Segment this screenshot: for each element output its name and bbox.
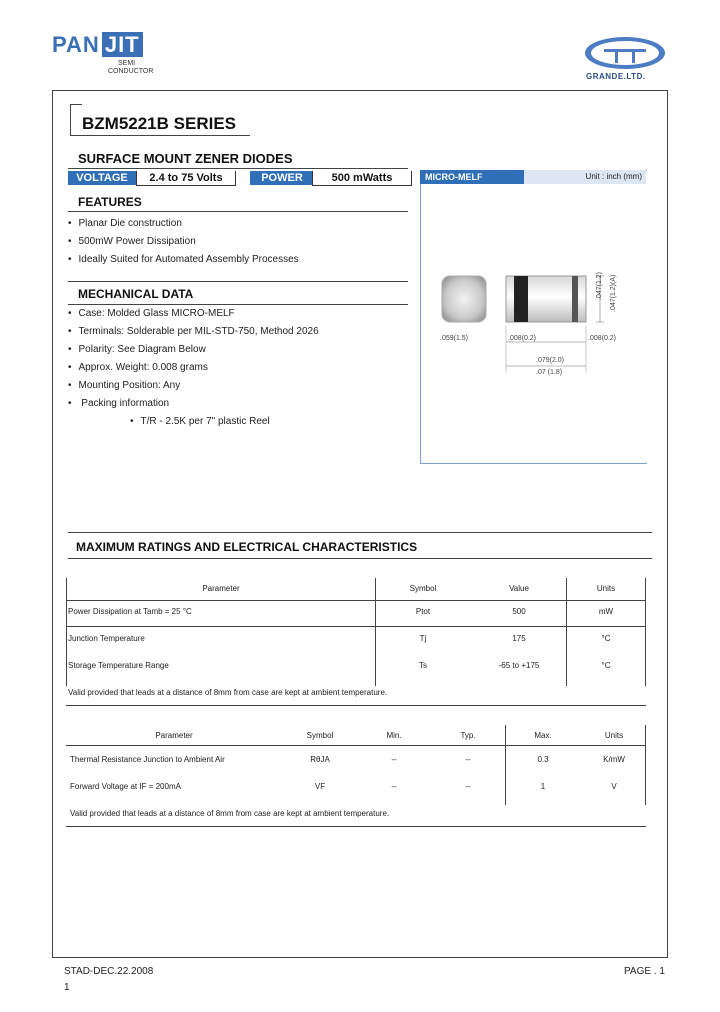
package-unit: Unit : inch (mm) bbox=[524, 170, 646, 184]
table1-cell: Junction Temperature bbox=[68, 634, 145, 643]
table2-cell: 0.3 bbox=[537, 755, 549, 764]
table2-cell: -- bbox=[465, 782, 471, 791]
right-border bbox=[667, 90, 668, 958]
table1-bottom-rule bbox=[66, 705, 646, 706]
table2-cell: -- bbox=[465, 755, 471, 764]
table2-header-units: Units bbox=[604, 731, 624, 740]
product-title-rule bbox=[68, 168, 408, 169]
table1-cell: °C bbox=[601, 634, 611, 643]
feature-item: • Ideally Suited for Automated Assembly Processes bbox=[68, 254, 299, 265]
table2-cell: Forward Voltage at IF = 200mA bbox=[70, 782, 181, 791]
dim-end-diameter: .059(1.5) bbox=[440, 335, 469, 342]
dim-length-max: .079(2.0) bbox=[536, 357, 565, 364]
dim-height-alt: .047(1.2)(A) bbox=[610, 274, 617, 312]
page-number: 1 bbox=[64, 982, 70, 993]
doc-code: STAD-DEC.22.2008 bbox=[64, 966, 154, 977]
table1-header-rule bbox=[66, 600, 646, 601]
dim-band-right: .008(0.2) bbox=[588, 335, 617, 342]
table2-cell: -- bbox=[391, 782, 397, 791]
table1-cell: 175 bbox=[512, 634, 526, 643]
table2-cell: 1 bbox=[540, 782, 546, 791]
mechanical-rule bbox=[68, 304, 408, 305]
mechanical-item: • Packing information bbox=[68, 398, 169, 409]
title-bracket-bottom bbox=[70, 135, 250, 136]
table2-header-rule bbox=[66, 745, 646, 746]
voltage-label: VOLTAGE bbox=[68, 171, 136, 185]
power-value: 500 mWatts bbox=[312, 171, 412, 186]
title-bracket-left bbox=[70, 104, 71, 136]
feature-item: • 500mW Power Dissipation bbox=[68, 236, 196, 247]
features-heading: FEATURES bbox=[78, 195, 142, 209]
voltage-value: 2.4 to 75 Volts bbox=[136, 171, 236, 186]
table1-cell: -65 to +175 bbox=[498, 661, 540, 670]
brand-sub-line1: SEMI bbox=[118, 60, 136, 67]
table1-cell: mW bbox=[598, 607, 614, 616]
brand-subtitle bbox=[108, 60, 153, 76]
ratings-title: MAXIMUM RATINGS AND ELECTRICAL CHARACTERISTICS bbox=[76, 540, 418, 554]
footer-rule bbox=[52, 957, 668, 958]
table1-cell: °C bbox=[601, 661, 611, 670]
series-title: BZM5221B SERIES bbox=[82, 114, 236, 133]
features-rule bbox=[68, 211, 408, 212]
table1-header-symbol: Symbol bbox=[409, 584, 437, 593]
grande-logo-icon bbox=[584, 36, 666, 70]
table2-header-typ: Typ. bbox=[460, 731, 476, 740]
brand-sub-line2: CONDUCTOR bbox=[108, 68, 154, 75]
ratings-top-rule bbox=[68, 532, 652, 533]
package-name: MICRO-MELF bbox=[420, 170, 524, 184]
table2-header-min: Min. bbox=[386, 731, 402, 740]
dim-band-left: .008(0.2) bbox=[508, 335, 537, 342]
mechanical-top-rule bbox=[68, 281, 408, 282]
dim-length-min: .07 (1.8) bbox=[536, 369, 563, 376]
title-bracket-top bbox=[70, 104, 82, 105]
table2-cell: Thermal Resistance Junction to Ambient Air bbox=[70, 755, 225, 764]
mechanical-heading: MECHANICAL DATA bbox=[78, 287, 194, 301]
table2-cell: RθJA bbox=[310, 755, 330, 764]
table2-cell: VF bbox=[314, 782, 326, 791]
table2-note: Valid provided that leads at a distance of 8mm from case are kept at ambient temperature. bbox=[70, 809, 390, 818]
table1-cell: Ptot bbox=[415, 607, 431, 616]
table1-header-units: Units bbox=[596, 584, 616, 593]
mechanical-item: • Terminals: Solderable per MIL-STD-750, Method 2026 bbox=[68, 326, 319, 337]
table1-header-parameter: Parameter bbox=[202, 584, 240, 593]
table2-cell: K/mW bbox=[603, 755, 625, 764]
table2-cell: V bbox=[611, 782, 617, 791]
table1-cell: Power Dissipation at Tamb = 25 °C bbox=[68, 607, 192, 616]
table1-row-rule bbox=[66, 626, 646, 627]
mechanical-item: • Case: Molded Glass MICRO-MELF bbox=[68, 308, 235, 319]
page-label: PAGE . 1 bbox=[624, 966, 665, 977]
table2-bottom-rule bbox=[66, 826, 646, 827]
mechanical-item: • Approx. Weight: 0.008 grams bbox=[68, 362, 208, 373]
dim-height: .047(1.2) bbox=[596, 271, 603, 300]
table1-cell: Ts bbox=[419, 661, 427, 670]
brand-prefix: PAN bbox=[52, 32, 100, 57]
product-title: SURFACE MOUNT ZENER DIODES bbox=[78, 151, 293, 166]
left-border bbox=[52, 90, 53, 958]
table2-header-symbol: Symbol bbox=[306, 731, 334, 740]
table1-left-border bbox=[66, 578, 67, 686]
mechanical-item: • Polarity: See Diagram Below bbox=[68, 344, 206, 355]
table1-cell: Storage Temperature Range bbox=[68, 661, 169, 670]
packing-detail-text: T/R - 2.5K per 7" plastic Reel bbox=[140, 416, 270, 427]
panjit-logo bbox=[52, 32, 143, 58]
header-rule bbox=[52, 90, 668, 91]
table1-note: Valid provided that leads at a distance of 8mm from case are kept at ambient temperature. bbox=[68, 688, 388, 697]
company-name: GRANDE.LTD. bbox=[586, 72, 646, 81]
ratings-bottom-rule bbox=[68, 558, 652, 559]
mechanical-item: • Mounting Position: Any bbox=[68, 380, 180, 391]
power-label: POWER bbox=[250, 171, 314, 185]
table1-cell: 500 bbox=[512, 607, 526, 616]
table2-cell: -- bbox=[391, 755, 397, 764]
table1-cell: Tj bbox=[419, 634, 427, 643]
table1-header-value: Value bbox=[509, 584, 529, 593]
packing-detail bbox=[130, 416, 270, 427]
table2-header-max: Max. bbox=[534, 731, 552, 740]
feature-item: • Planar Die construction bbox=[68, 218, 182, 229]
brand-suffix: JIT bbox=[102, 32, 143, 57]
table2-header-parameter: Parameter bbox=[155, 731, 193, 740]
